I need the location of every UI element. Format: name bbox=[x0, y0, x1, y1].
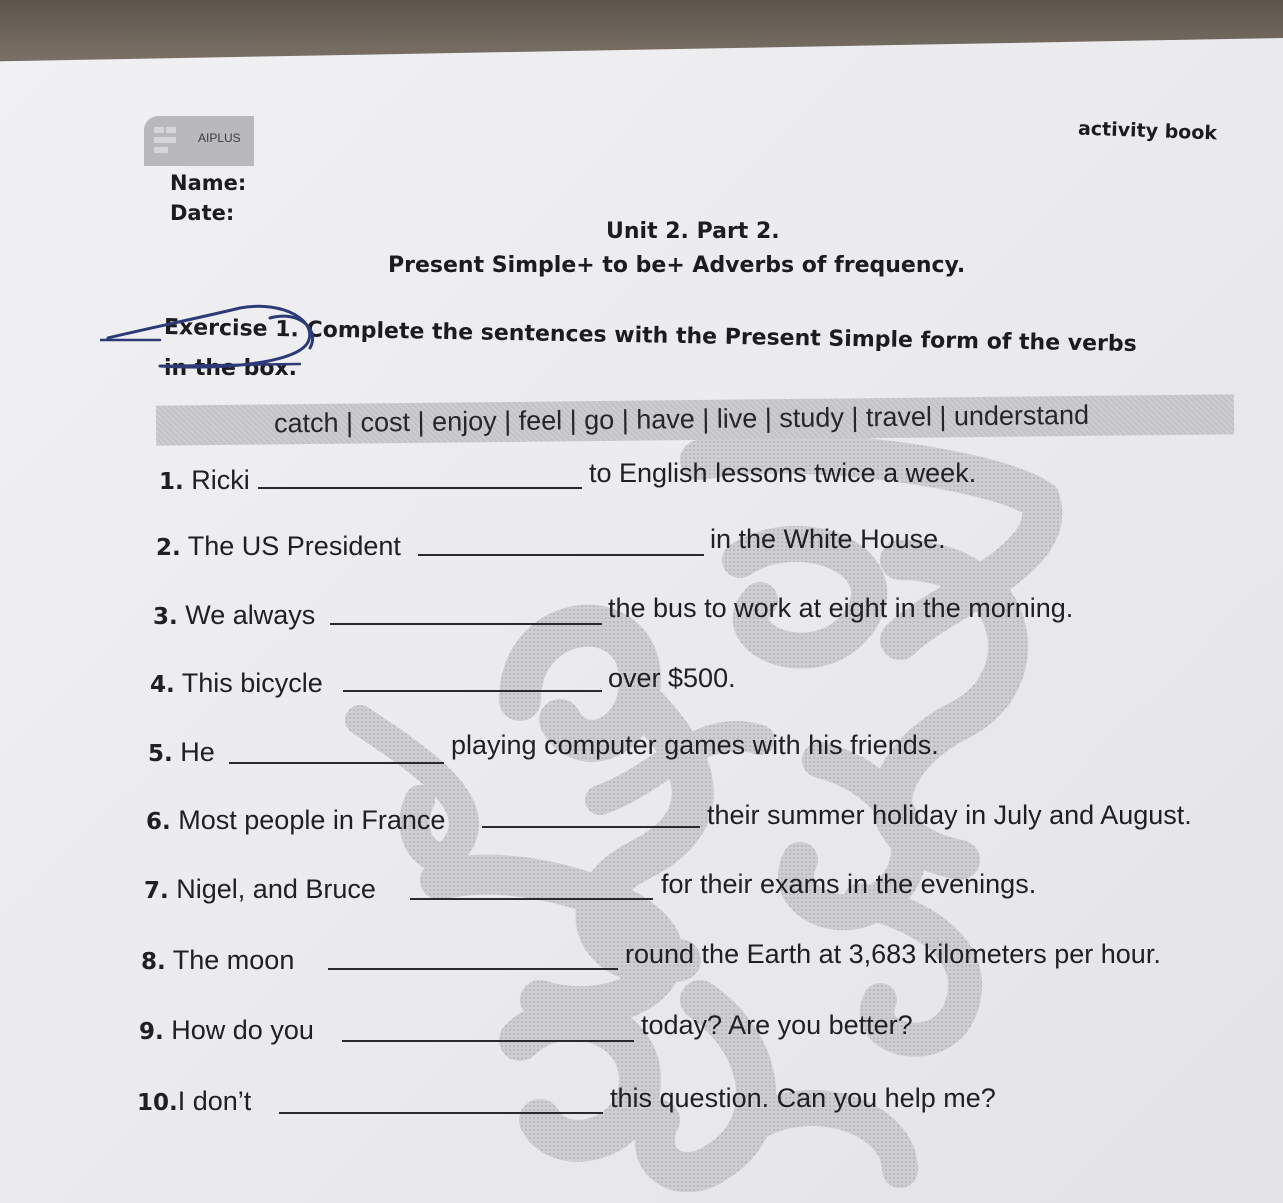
word-box-verbs: catch | cost | enjoy | feel | go | have | live | study | travel | understand bbox=[273, 399, 1090, 439]
answer-blank-2[interactable] bbox=[418, 554, 704, 556]
sentence-5-end: playing computer games with his friends. bbox=[451, 730, 939, 760]
sentence-10: 10.I don’t bbox=[137, 1086, 252, 1116]
sentence-2: 2. The US President bbox=[156, 531, 401, 561]
sentence-7-end: for their exams in the evenings. bbox=[661, 869, 1037, 899]
sentence-10-end: this question. Can you help me? bbox=[610, 1083, 996, 1113]
sentence-9: 9. How do you bbox=[139, 1015, 314, 1045]
name-field-label: Name: bbox=[170, 171, 247, 195]
publisher-logo: AIPLUS bbox=[144, 116, 254, 166]
answer-blank-8[interactable] bbox=[328, 968, 618, 970]
answer-blank-9[interactable] bbox=[342, 1040, 634, 1042]
date-field-label: Date: bbox=[170, 201, 235, 225]
answer-blank-7[interactable] bbox=[410, 898, 653, 900]
answer-blank-10[interactable] bbox=[279, 1112, 603, 1114]
activity-book-label: activity book bbox=[1077, 117, 1218, 145]
answer-blank-6[interactable] bbox=[482, 826, 700, 828]
sentence-8-end: round the Earth at 3,683 kilometers per hour. bbox=[625, 939, 1161, 969]
topic-title: Present Simple+ to be+ Adverbs of frequency. bbox=[388, 253, 966, 278]
sentence-3: 3. We always bbox=[153, 600, 316, 630]
sentence-6: 6. Most people in France bbox=[146, 805, 446, 835]
sentence-8: 8. The moon bbox=[141, 945, 295, 975]
sentence-7: 7. Nigel, and Bruce bbox=[144, 874, 376, 904]
sentence-6-end: their summer holiday in July and August. bbox=[707, 800, 1192, 830]
exercise-instruction-line2: in the box. bbox=[164, 356, 298, 381]
answer-blank-5[interactable] bbox=[229, 762, 444, 764]
answer-blank-3[interactable] bbox=[330, 623, 602, 625]
sentence-2-end: in the White House. bbox=[710, 524, 946, 554]
sentence-3-end: the bus to work at eight in the morning. bbox=[608, 593, 1074, 623]
unit-title: Unit 2. Part 2. bbox=[606, 219, 780, 244]
sentence-9-end: today? Are you better? bbox=[641, 1010, 913, 1040]
exercise-instruction-line1: Exercise 1. Complete the sentences with the Present Simple form of the verbs bbox=[163, 315, 1137, 357]
sentence-1-end: to English lessons twice a week. bbox=[589, 458, 977, 488]
answer-blank-1[interactable] bbox=[258, 487, 582, 489]
sentence-4-end: over $500. bbox=[608, 663, 736, 693]
sentence-4: 4. This bicycle bbox=[150, 668, 323, 698]
answer-blank-4[interactable] bbox=[343, 690, 602, 692]
sentence-5: 5. He bbox=[148, 737, 215, 767]
sentence-1: 1. Ricki bbox=[159, 465, 250, 495]
